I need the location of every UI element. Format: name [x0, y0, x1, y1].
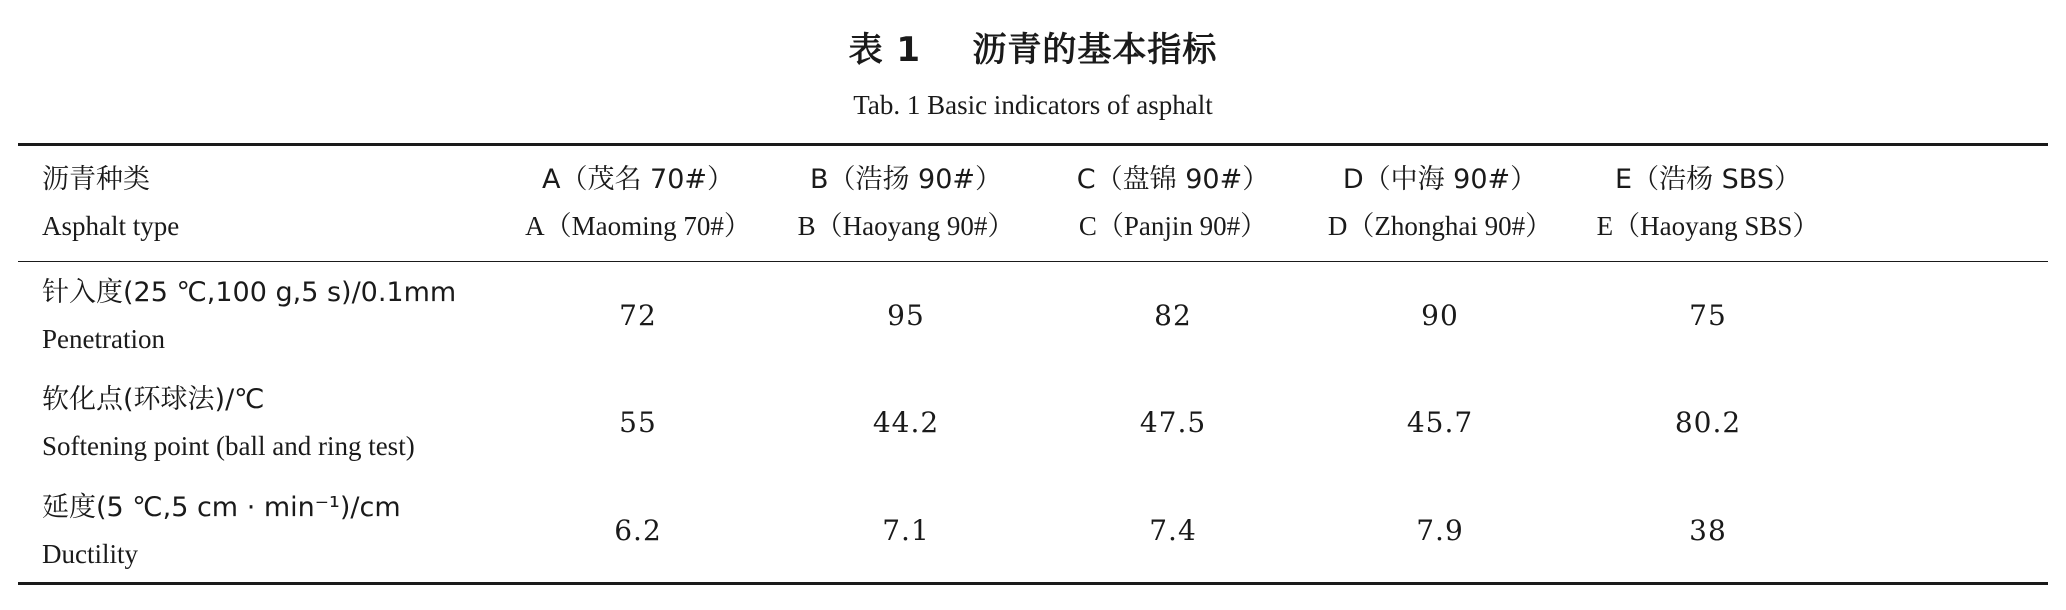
header-col-d-en: D（Zhonghai 90#）	[1327, 211, 1553, 241]
cell-ductility-d: 7.9	[1416, 514, 1464, 547]
row-label-penetration-en: Penetration	[42, 324, 165, 354]
header-row-label-cn: 沥青种类	[42, 164, 150, 195]
cell-penetration-c: 82	[1154, 299, 1192, 332]
cell-ductility-c: 7.4	[1149, 514, 1197, 547]
header-col-b-cn: B（浩扬 90#）	[809, 164, 1003, 195]
cell-penetration-a: 72	[619, 299, 657, 332]
header-rule	[18, 261, 2048, 262]
table-row-softening-point	[18, 377, 2048, 477]
row-label-ductility-cn: 延度(5 ℃,5 cm · min⁻¹)/cm	[42, 492, 401, 523]
row-label-softening-point-en: Softening point (ball and ring test)	[42, 431, 415, 461]
cell-ductility-e: 38	[1689, 514, 1727, 547]
row-label-softening-point-cn: 软化点(环球法)/℃	[42, 384, 265, 415]
header-col-b-en: B（Haoyang 90#）	[797, 211, 1015, 241]
header-col-e-cn: E（浩杨 SBS）	[1615, 164, 1801, 195]
header-col-c-en: C（Panjin 90#）	[1078, 211, 1268, 241]
header-col-e	[1508, 157, 1908, 249]
cell-penetration-e: 75	[1689, 299, 1727, 332]
table-row-penetration	[18, 270, 2048, 370]
header-row-label-en: Asphalt type	[42, 211, 180, 241]
header-col-a-cn: A（茂名 70#）	[541, 164, 735, 195]
cell-penetration-d: 90	[1421, 299, 1459, 332]
row-label-softening-point	[42, 377, 415, 469]
cell-softening-b: 44.2	[872, 406, 940, 439]
cell-softening-d: 45.7	[1406, 406, 1474, 439]
header-row-label	[42, 157, 179, 249]
cell-softening-c: 47.5	[1139, 406, 1207, 439]
header-col-e-en: E（Haoyang SBS）	[1596, 211, 1820, 241]
table-title-en: Tab. 1 Basic indicators of asphalt	[853, 90, 1213, 120]
cell-penetration-b: 95	[887, 299, 925, 332]
row-label-penetration-cn: 针入度(25 ℃,100 g,5 s)/0.1mm	[42, 277, 457, 308]
row-label-ductility-en: Ductility	[42, 539, 138, 569]
cell-ductility-b: 7.1	[882, 514, 930, 547]
cell-ductility-a: 6.2	[614, 514, 662, 547]
header-col-a-en: A（Maoming 70#）	[525, 211, 751, 241]
row-label-penetration	[42, 270, 456, 362]
header-col-c-cn: C（盘锦 90#）	[1076, 164, 1270, 195]
cell-softening-a: 55	[619, 406, 657, 439]
table-row-ductility	[18, 485, 2048, 585]
table-header-row	[18, 157, 2048, 257]
row-label-ductility	[42, 485, 401, 577]
cell-softening-e: 80.2	[1674, 406, 1742, 439]
header-col-d-cn: D（中海 90#）	[1342, 164, 1538, 195]
table-title-cn: 表 1 沥青的基本指标	[848, 30, 1218, 70]
top-rule	[18, 143, 2048, 146]
